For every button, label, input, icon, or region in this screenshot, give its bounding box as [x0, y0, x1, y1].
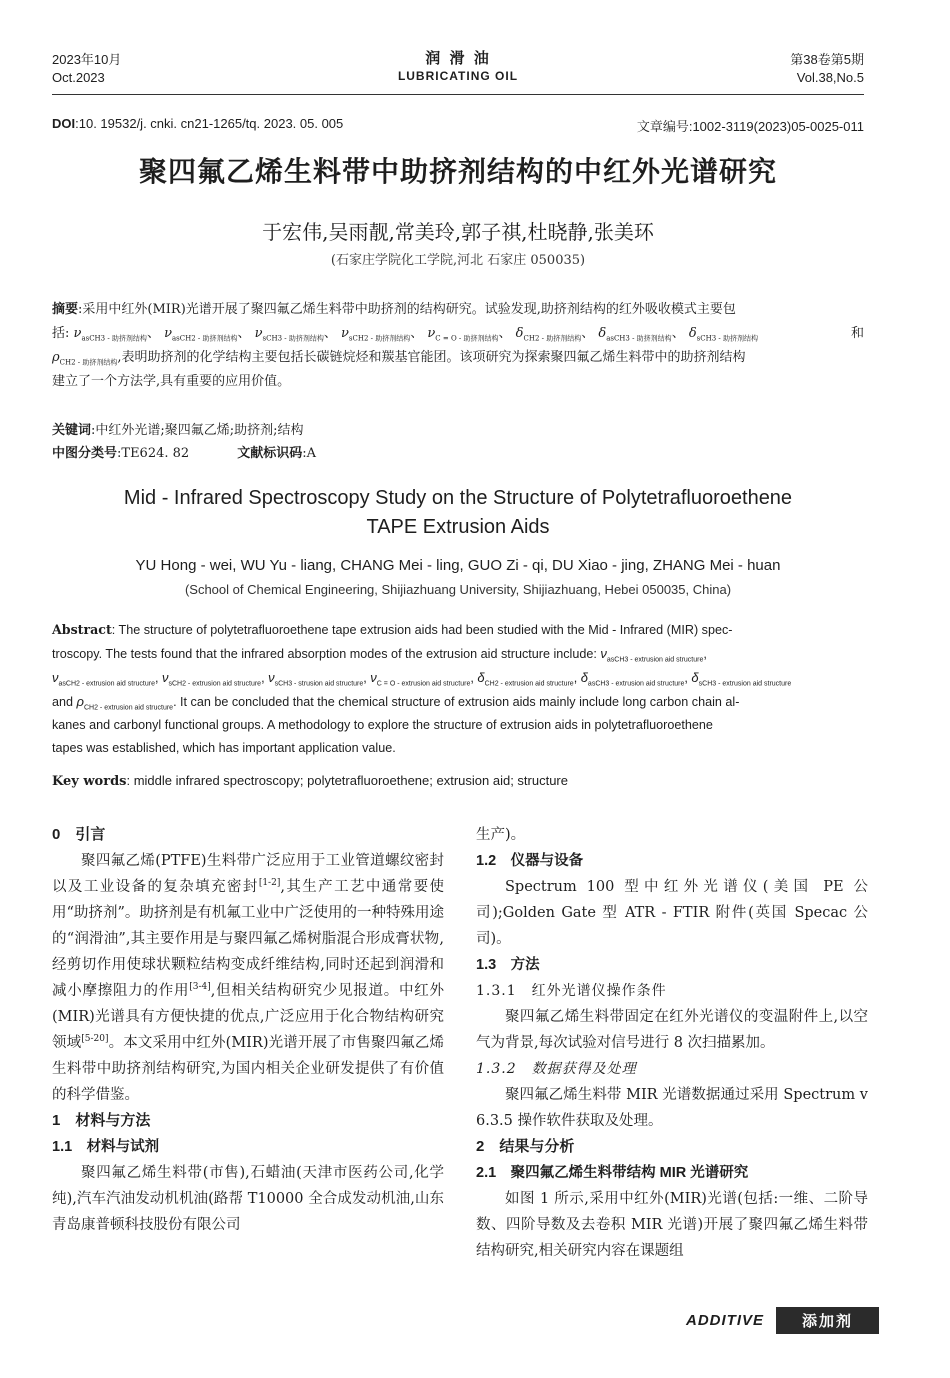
mode-subscript: sCH3 - 助挤剂结构	[262, 334, 324, 343]
paragraph: 聚四氟乙烯生料带(市售),石蜡油(天津市医药公司,化学纯),汽车汽油发动机机油(路帮 T10000 全合成发动机油,山东青岛康普顿科技股份有限公司	[52, 1165, 444, 1233]
journal-name-en: LUBRICATING OIL	[397, 69, 519, 83]
abstract-cn-line4: 建立了一个方法学,具有重要的应用价值。	[52, 374, 291, 389]
paragraph: 聚四氟乙烯生料带固定在红外光谱仪的变温附件上,以空气为背景,每次试验对信号进行 8 次扫描累加。	[476, 1009, 868, 1051]
doi	[52, 116, 343, 131]
title-en-line2: TAPE Extrusion Aids	[366, 516, 550, 538]
abstract-en-text1: : The structure of polytetrafluoroethene tape extrusion aids had been studied with the Mid - Infrared (MIR) spec-	[111, 623, 733, 637]
citation: [5-20]	[81, 1034, 109, 1045]
volume-cn: 第38卷第5期	[790, 52, 864, 67]
rho-subscript: CH2 - extrusion aid structure	[83, 704, 174, 712]
article-number: 文章编号:1002-3119(2023)05-0025-011	[636, 119, 864, 134]
mode-subscript: C = O - extrusion aid structure	[376, 680, 471, 688]
journal-name-cn: 润 滑 油	[425, 49, 491, 67]
journal-name	[350, 49, 566, 85]
abstract-cn-text3: ,表明助挤剂的化学结构主要包括长碳链烷烃和羰基官能团。该项研究为探索聚四氟乙烯生料带中的助挤剂结构	[117, 350, 746, 365]
abstract-cn-text1: :采用中红外(MIR)光谱开展了聚四氟乙烯生料带中助挤剂的结构研究。试验发现,助挤剂结构的红外吸收模式主要包	[78, 302, 736, 317]
header-rule	[52, 94, 864, 95]
mode-symbol: ν	[254, 326, 263, 341]
abstract-cn-line1	[52, 297, 864, 322]
paragraph: Spectrum 100 型中红外光谱仪(美国 PE 公司);Golden Gate 型 ATR - FTIR 附件(英国 Specac 公司)。	[476, 879, 868, 947]
abstract-en-label: Abstract	[52, 622, 112, 637]
footer-tag	[686, 1307, 879, 1333]
body-left-column	[52, 822, 444, 1238]
doc-code-label: 文献标识码	[237, 445, 303, 460]
subsubsection-heading: 1.3.1 红外光谱仪操作条件	[476, 983, 667, 999]
paragraph: 如图 1 所示,采用中红外(MIR)光谱(包括:一维、二阶导数、四阶导数及去卷积 MIR 光谱)开展了聚四氟乙烯生料带结构研究,相关研究内容在课题组	[476, 1191, 868, 1259]
keywords-en-label: Key words	[52, 774, 127, 789]
abstract-en-text6: tapes was established, which has important application value.	[52, 741, 396, 755]
affiliation-en: (School of Chemical Engineering, Shijiazhuang University, Shijiazhuang, Hebei 050035, China)	[184, 582, 732, 597]
subsection-heading: 1.2 仪器与设备	[476, 853, 584, 869]
class-label: 中图分类号	[52, 445, 118, 460]
mode-symbol: ν	[427, 326, 436, 341]
section-heading: 1 材料与方法	[52, 1112, 151, 1129]
mode-subscript: asCH3 - extrusion aid structure	[587, 680, 685, 688]
citation: [3-4]	[189, 982, 211, 993]
authors-cn: 于宏伟,吴雨靓,常美玲,郭子祺,杜晓静,张美环	[262, 220, 654, 244]
abstract-en-text4: . It can be concluded that the chemical structure of extrusion aids mainly include long carbon chain al-	[173, 695, 740, 709]
mode-symbol: δ	[688, 326, 697, 341]
subsection-heading: 1.3 方法	[476, 957, 540, 973]
abstract-en-text5: kanes and carbonyl functional groups. A methodology to explore the structure of extrusion aids in polytetrafluoroethene	[52, 718, 713, 732]
mode-subscript: asCH2 - extrusion aid structure	[58, 680, 155, 688]
issue-date-cn: 2023年10月	[52, 52, 122, 67]
paragraph: 生产)。	[476, 827, 526, 843]
keywords-en	[52, 773, 568, 789]
abstract-en: Abstract: The structure of polytetrafluoroethene tape extrusion aids had been studied with the Mid - Infrared (MIR) spec- troscopy. The tests found that the infrared absorption modes of the extrusion aid structure include: $\nu_{asCH3 - extrusion aid structure}$, $\nu_{asCH2 - extrusion aid structure}$, $\nu_{sCH2 - extrusion aid structure}$, $\nu_{sCH3 - strusion aid structure}$, $\nu_{C = O - extrusion aid structure}$, $\delta_{CH2 - extrusion aid structure}$, $\delta_{asCH3 - extrusion aid structure}$, $\delta_{sCH3 - extrusion aid structure}$ and $\rho_{CH2 - extrusion aid structure}$. It can be concluded that the chemical structure of extrusion aids mainly include long carbon chain al- kanes and carbonyl functional groups. A methodology to explore the structure of extrusion aids in polytetrafluoroethene tapes was established, which has important application value.	[52, 618, 864, 760]
issue-date-en: Oct.2023	[52, 70, 105, 85]
class-value: :TE624. 82	[117, 446, 190, 461]
title-en	[52, 484, 864, 542]
section-heading: 0 引言	[52, 826, 106, 843]
mode-subscript: sCH3 - extrusion aid structure	[698, 680, 792, 688]
issue-date	[52, 51, 121, 87]
abstract-en-text2: troscopy. The tests found that the infrared absorption modes of the extrusion aid structure include:	[52, 647, 597, 661]
doi-label: DOI	[52, 116, 76, 131]
abstract-cn-line2: 括: $\nu_{asCH3 - 助挤剂结构}$、 $\nu_{asCH2 - 助挤剂结构}$、 $\nu_{sCH3 - 助挤剂结构}$、 $\nu_{sCH2 - 助挤剂结构}$、 $\nu_{C = O - 助挤剂结构}$、 $\delta_{CH2 - 助挤剂结构}$、 $\delta_{asCH3 - 助挤剂结构}$、 $\delta_{sCH3 - 助挤剂结构}$ 和	[52, 322, 864, 346]
mode-subscript: sCH3 - 助挤剂结构	[696, 334, 758, 343]
rho-subscript: CH2 - 助挤剂结构	[59, 358, 118, 367]
doc-code-value: :A	[302, 446, 316, 461]
footer-label-en: ADDITIVE	[686, 1311, 765, 1329]
paragraph: 聚四氟乙烯生料带 MIR 光谱数据通过采用 Spectrum v 6.3.5 操作软件获取及处理。	[476, 1087, 868, 1129]
abstract-cn-text2: 括:	[52, 326, 70, 341]
authors-en: YU Hong - wei, WU Yu - liang, CHANG Mei - ling, GUO Zi - qi, DU Xiao - jing, ZHANG Mei - huan	[135, 557, 781, 574]
volume-en: Vol.38,No.5	[796, 70, 864, 85]
section-heading: 2 结果与分析	[476, 1138, 575, 1155]
volume-info	[790, 51, 864, 87]
mode-subscript: asCH3 - 助挤剂结构	[81, 334, 147, 343]
title-en-line1: Mid - Infrared Spectroscopy Study on the Structure of Polytetrafluoroethene	[123, 487, 793, 509]
mode-symbol: δ	[515, 326, 524, 341]
body-right-column	[476, 822, 868, 1264]
mode-subscript: asCH3 - extrusion aid structure	[606, 656, 704, 664]
keywords-cn-label: 关键词	[52, 422, 92, 437]
keywords-en-value: : middle infrared spectroscopy; polytetrafluoroethene; extrusion aid; structure	[126, 773, 568, 788]
mode-symbol: ν	[341, 326, 349, 341]
abstract-cn	[52, 297, 864, 394]
abstract-cn-line3	[52, 346, 864, 370]
mode-subscript: sCH2 - extrusion aid structure	[168, 680, 262, 688]
title-cn: 聚四氟乙烯生料带中助挤剂结构的中红外光谱研究	[138, 156, 777, 187]
mode-symbol: δ	[598, 326, 607, 341]
subsection-heading: 2.1 聚四氟乙烯生料带结构 MIR 光谱研究	[476, 1165, 749, 1181]
paragraph: 聚四氟乙烯(PTFE)生料带广泛应用于工业管道螺纹密封以及工业设备的复杂填充密封[1-2],其生产工艺中通常要使用“助挤剂”。助挤剂是有机氟工业中广泛使用的一种特殊用途的“润滑油”,其主要作用是与聚四氟乙烯树脂混合形成膏状物,经剪切作用使球状颗粒结构变成纤维结构,同时还起到润滑和减小摩擦阻力的作用[3-4],但相关结构研究少见报道。中红外(MIR)光谱具有方便快捷的优点,广泛应用于化合物结构研究领域[5-20]。本文采用中红外(MIR)光谱开展了市售聚四氟乙烯生料带中助挤剂结构研究,为国内相关企业研发提供了有价值的科学借鉴。	[52, 853, 445, 1103]
subsection-heading: 1.1 材料与试剂	[52, 1139, 160, 1155]
abstract-cn-and: 和	[850, 326, 864, 341]
mode-subscript: sCH3 - strusion aid structure	[274, 680, 364, 688]
citation: [1-2]	[258, 878, 281, 889]
mode-symbol: ν	[73, 326, 82, 341]
abstract-cn-label: 摘要	[52, 301, 79, 316]
doi-value: :10. 19532/j. cnki. cn21-1265/tq. 2023. 05. 005	[75, 116, 344, 131]
keywords-cn-value: :中红外光谱;聚四氟乙烯;助挤剂;结构	[91, 423, 304, 438]
mode-subscript: asCH3 - 助挤剂结构	[606, 334, 672, 343]
footer-label-cn: 添加剂	[776, 1307, 879, 1334]
mode-symbol: ν	[164, 326, 172, 341]
affiliation-cn: (石家庄学院化工学院,河北 石家庄 050035)	[330, 253, 586, 268]
abstract-en-and: and	[52, 695, 74, 709]
mode-subscript: C = O - 助挤剂结构	[435, 334, 499, 343]
mode-subscript: asCH2 - 助挤剂结构	[171, 334, 238, 343]
rho-symbol: ρ	[52, 350, 60, 365]
keywords-cn	[52, 419, 316, 465]
mode-subscript: sCH2 - 助挤剂结构	[348, 334, 411, 343]
mode-subscript: CH2 - extrusion aid structure	[484, 680, 574, 688]
mode-subscript: CH2 - 助挤剂结构	[523, 334, 582, 343]
subsubsection-heading: 1.3.2 数据获得及处理	[476, 1061, 637, 1077]
